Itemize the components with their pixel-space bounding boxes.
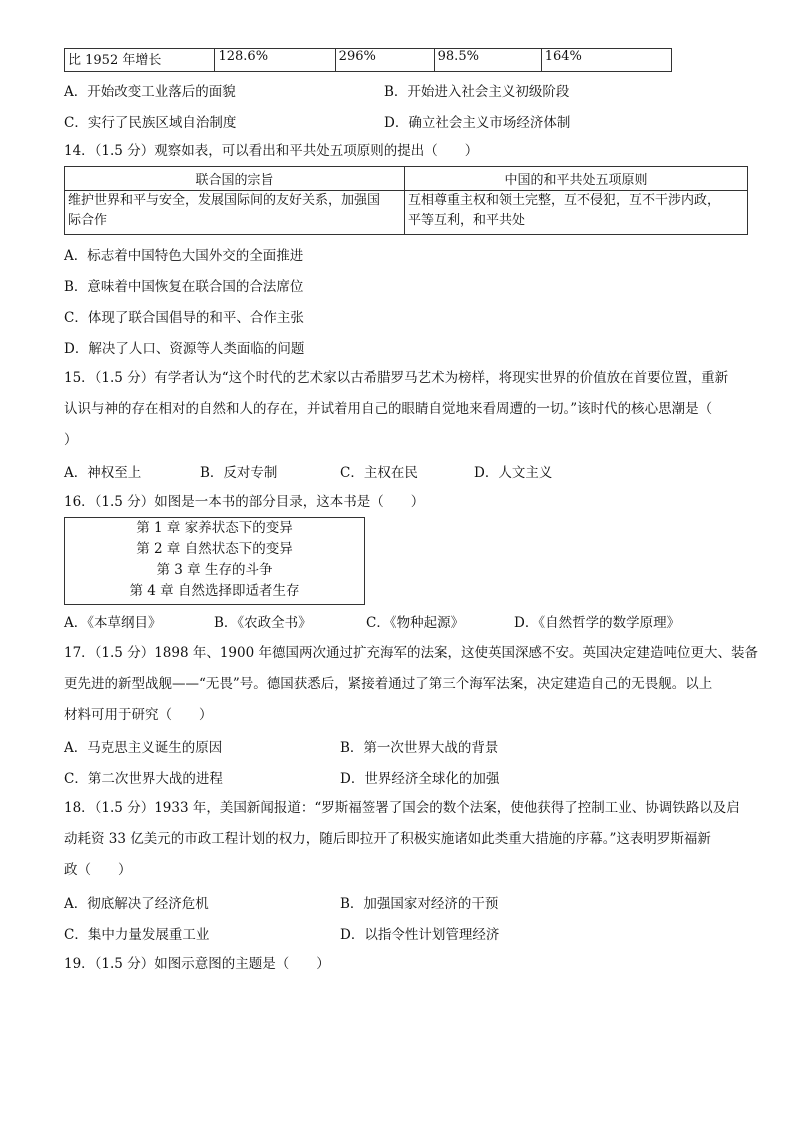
q13-option-a[interactable]: A．开始改变工业落后的面貌 <box>64 84 236 100</box>
q13-option-c[interactable]: C．实行了民族区域自治制度 <box>64 115 237 131</box>
q17-option-d[interactable]: D．世界经济全球化的加强 <box>340 771 500 787</box>
q14-five-principles-line: 互相尊重主权和领土完整，互不侵犯，互不干涉内政， <box>408 193 721 208</box>
q16-stem: 16．（1.5 分）如图是一本书的部分目录，这本书是（ ） <box>64 494 425 510</box>
q17-option-a[interactable]: A．马克思主义诞生的原因 <box>64 740 223 756</box>
growth-cell: 296% <box>335 49 434 72</box>
q16-option-b[interactable]: B．《农政全书》 <box>214 615 312 631</box>
q16-option-a[interactable]: A．《本草纲目》 <box>64 615 162 631</box>
q18-option-d[interactable]: D．以指令性计划管理经济 <box>340 927 500 943</box>
q17-stem-line: 17．（1.5 分）1898 年、1900 年德国两次通过扩充海军的法案，这使英国深感不安。英国决定建造吨位更大、装备 <box>64 645 758 661</box>
q18-stem-line: 动耗资 33 亿美元的市政工程计划的权力，随后即拉开了积极实施诸如此类重大措施的序幕。”这表明罗斯福新 <box>64 831 711 847</box>
q18-stem-line: 政（ ） <box>64 862 132 878</box>
q14-option-d[interactable]: D．解决了人口、资源等人类面临的问题 <box>64 341 305 357</box>
q15-stem-line: 15．（1.5 分）有学者认为“这个时代的艺术家以古希腊罗马艺术为榜样，将现实世界的价值放在首要位置，重新 <box>64 370 729 386</box>
q14-option-b[interactable]: B．意味着中国恢复在联合国的合法席位 <box>64 279 304 295</box>
q16-option-c[interactable]: C．《物种起源》 <box>366 615 465 631</box>
growth-cell: 164% <box>541 49 671 72</box>
growth-row-label: 比 1952 年增长 <box>65 49 215 72</box>
q14-comparison-table <box>64 166 748 235</box>
q15-option-a[interactable]: A．神权至上 <box>64 465 142 481</box>
q14-header-un: 联合国的宗旨 <box>65 167 405 191</box>
q19-stem: 19．（1.5 分）如图示意图的主题是（ ） <box>64 956 330 972</box>
q18-option-a[interactable]: A．彻底解决了经济危机 <box>64 896 209 912</box>
q17-stem-line: 更先进的新型战舰——“无畏”号。德国获悉后，紧接着通过了第三个海军法案，决定建造自己的无畏舰。以上 <box>64 676 713 692</box>
q17-stem-line: 材料可用于研究（ ） <box>64 707 213 723</box>
growth-table <box>64 48 672 72</box>
q15-option-c[interactable]: C．主权在民 <box>340 465 418 481</box>
q14-un-purpose <box>65 191 405 235</box>
q15-option-d[interactable]: D．人文主义 <box>474 465 553 481</box>
q14-five-principles <box>405 191 748 235</box>
q14-five-principles-line: 平等互利，和平共处 <box>408 213 526 228</box>
table-row <box>65 191 748 235</box>
toc-chapter-line: 第 4 章 自然选择即适者生存 <box>129 583 300 599</box>
q17-option-b[interactable]: B．第一次世界大战的背景 <box>340 740 499 756</box>
toc-chapter-line: 第 1 章 家养状态下的变异 <box>136 520 293 536</box>
toc-chapter-line: 第 2 章 自然状态下的变异 <box>136 541 293 557</box>
q15-stem-line: ） <box>64 432 78 448</box>
growth-cell: 98.5% <box>434 49 541 72</box>
q18-option-b[interactable]: B．加强国家对经济的干预 <box>340 896 499 912</box>
q13-option-d[interactable]: D．确立社会主义市场经济体制 <box>384 115 571 131</box>
table-row <box>65 167 748 191</box>
q15-option-b[interactable]: B．反对专制 <box>200 465 278 481</box>
q16-table-of-contents <box>64 517 365 605</box>
toc-chapter-line: 第 3 章 生存的斗争 <box>156 562 273 578</box>
growth-cell: 128.6% <box>215 49 335 72</box>
q14-stem: 14．（1.5 分）观察如表，可以看出和平共处五项原则的提出（ ） <box>64 143 479 159</box>
q14-option-c[interactable]: C．体现了联合国倡导的和平、合作主张 <box>64 310 304 326</box>
q14-option-a[interactable]: A．标志着中国特色大国外交的全面推进 <box>64 248 304 264</box>
q13-option-b[interactable]: B．开始进入社会主义初级阶段 <box>384 84 570 100</box>
q16-option-d[interactable]: D．《自然哲学的数学原理》 <box>514 615 681 631</box>
q17-option-c[interactable]: C．第二次世界大战的进程 <box>64 771 223 787</box>
q14-un-purpose-line: 维护世界和平与安全，发展国际间的友好关系，加强国 <box>68 193 381 208</box>
table-row <box>65 49 672 72</box>
q18-option-c[interactable]: C．集中力量发展重工业 <box>64 927 210 943</box>
q15-stem-line: 认识与神的存在相对的自然和人的存在，并试着用自己的眼睛自觉地来看周遭的一切。”该时代的核心思潮是（ <box>64 401 713 417</box>
q14-un-purpose-line: 际合作 <box>68 213 108 228</box>
q14-header-china: 中国的和平共处五项原则 <box>405 167 748 191</box>
q18-stem-line: 18．（1.5 分）1933 年，美国新闻报道：“罗斯福签署了国会的数个法案，使他获得了控制工业、协调铁路以及启 <box>64 800 740 816</box>
